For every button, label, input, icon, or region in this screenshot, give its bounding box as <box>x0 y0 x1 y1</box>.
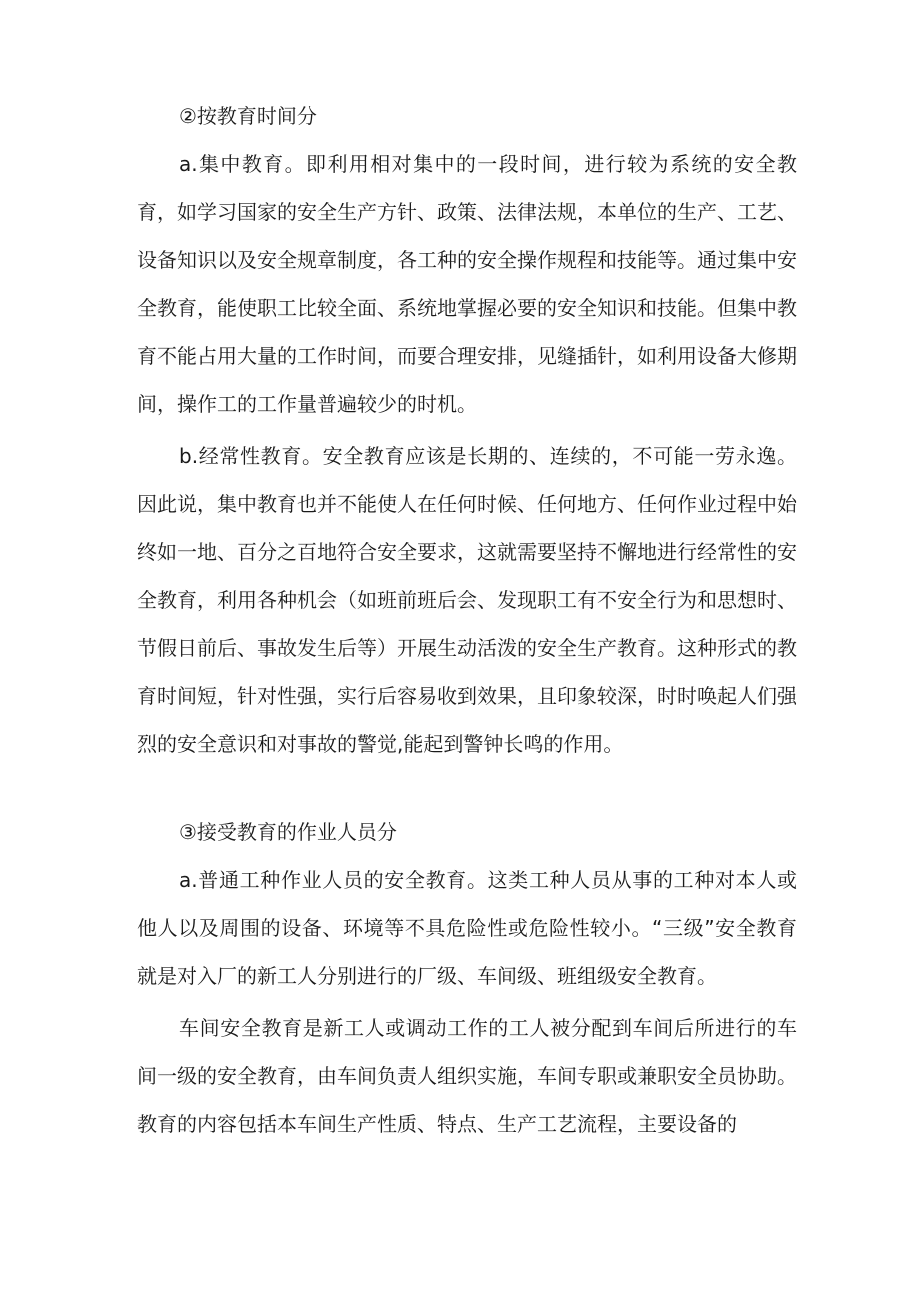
paragraph-workshop-education: 车间安全教育是新工人或调动工作的工人被分配到车间后所进行的车间一级的安全教育，由车间负责人组织实施，车间专职或兼职安全员协助。教育的内容包括本车间生产性质、特点、生产工艺流程，主要设备的 <box>137 1016 797 1136</box>
paragraph-ordinary-workers: a.普通工种作业人员的安全教育。这类工种人员从事的工种对本人或他人以及周围的设备、环境等不具危险性或危险性较小。“三级”安全教育就是对入厂的新工人分别进行的厂级、车间级、班组级安全教育。 <box>137 868 797 988</box>
section-spacer <box>137 768 797 808</box>
section-heading-personnel: ③接受教育的作业人员分 <box>179 820 397 844</box>
document-body <box>137 92 797 1148</box>
paragraph-regular-education: b.经常性教育。安全教育应该是长期的、连续的，不可能一劳永逸。因此说，集中教育也并不能使人在任何时候、任何地方、任何作业过程中始终如一地、百分之百地符合安全要求，这就需要坚持不懈地进行经常性的安全教育，利用各种机会（如班前班后会、发现职工有不安全行为和思想时、节假日前后、事故发生后等）开展生动活泼的安全生产教育。这种形式的教育时间短，针对性强，实行后容易收到效果，且印象较深，时时唤起人们强烈的安全意识和对事故的警觉,能起到警钟长鸣的作用。 <box>137 444 797 756</box>
paragraph-concentrated-education: a.集中教育。即利用相对集中的一段时间，进行较为系统的安全教育，如学习国家的安全生产方针、政策、法律法规，本单位的生产、工艺、设备知识以及安全规章制度，各工种的安全操作规程和技能等。通过集中安全教育，能使职工比较全面、系统地掌握必要的安全知识和技能。但集中教育不能占用大量的工作时间，而要合理安排，见缝插针，如利用设备大修期间，操作工的工作量普遍较少的时机。 <box>137 152 797 416</box>
section-heading-time: ②按教育时间分 <box>179 104 317 128</box>
